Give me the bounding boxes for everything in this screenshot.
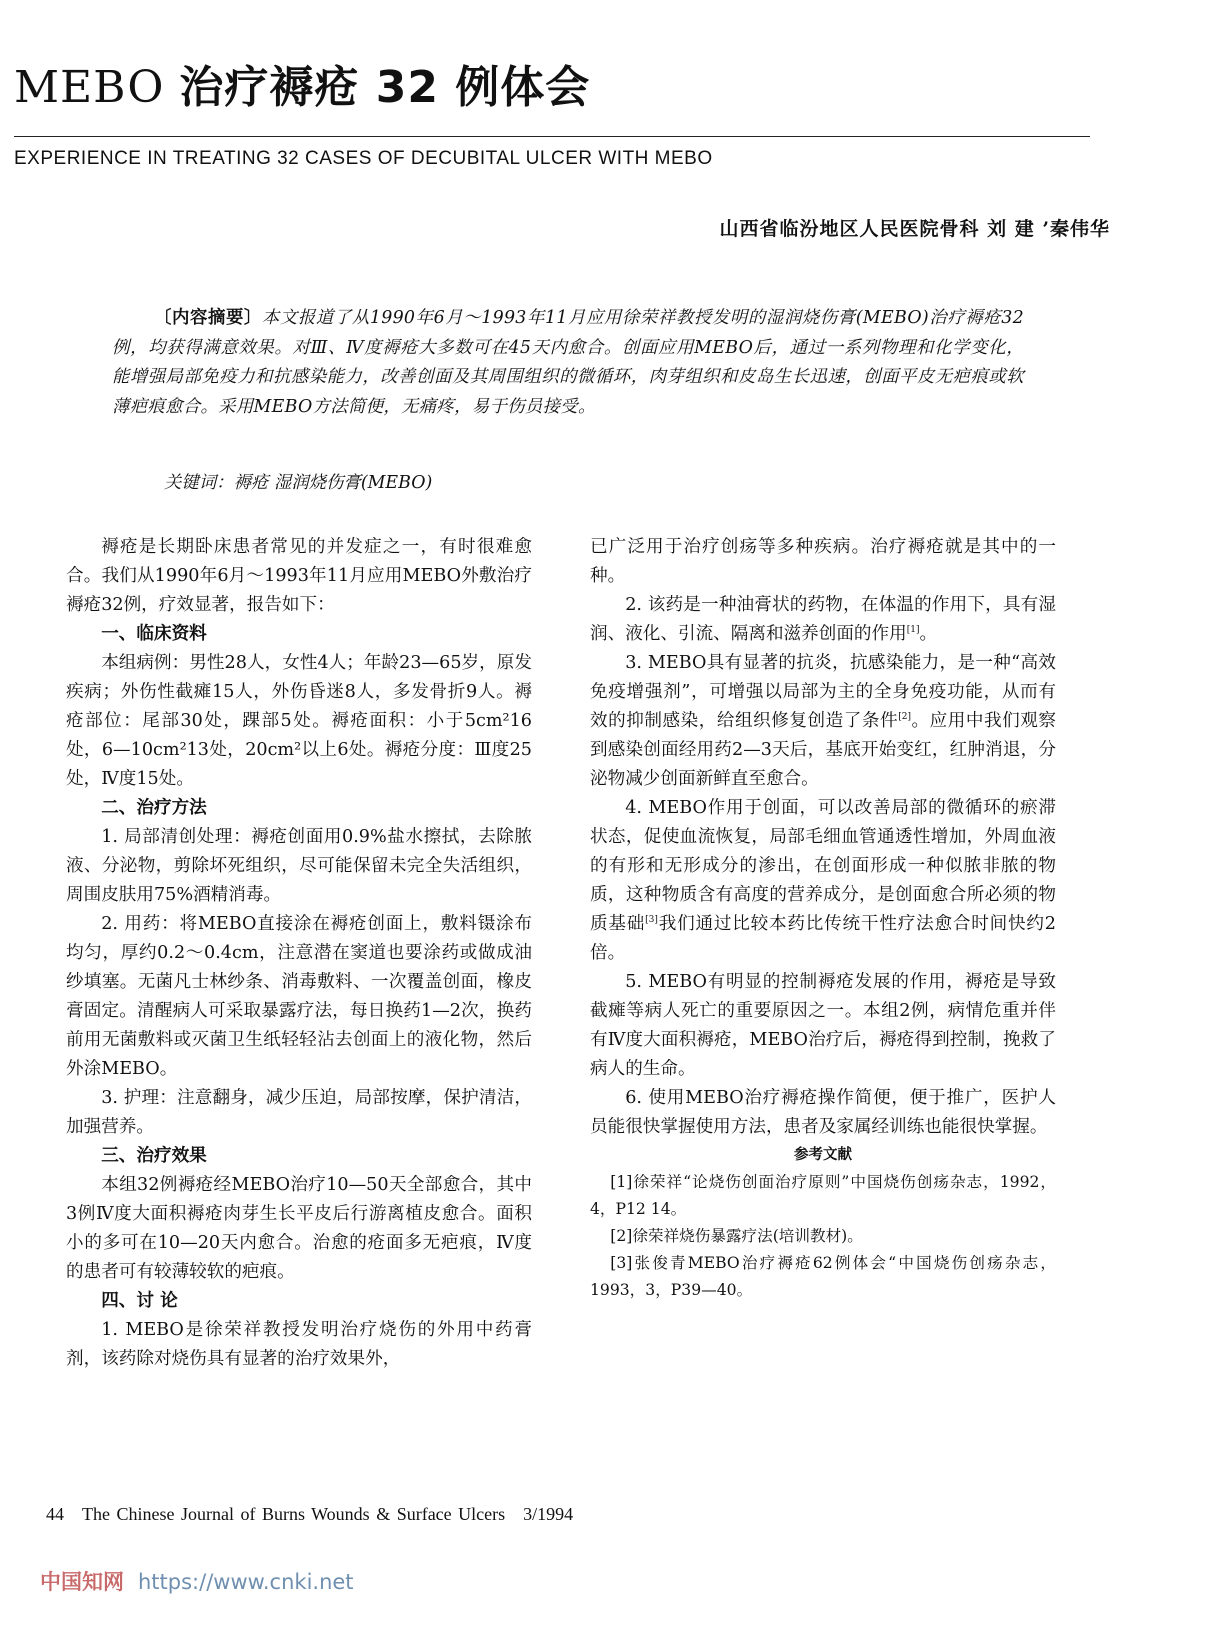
journal-name: The Chinese Journal of Burns Wounds & Surface Ulcers [82, 1504, 506, 1524]
effect-paragraph: 本组32例褥疮经MEBO治疗10—50天全部愈合，其中3例Ⅳ度大面积褥疮肉芽生长平皮后行游离植皮愈合。面积小的多可在10—20天内愈合。治愈的疮面多无疤痕，Ⅳ度的患者可有较薄较软的疤痕。 [66, 1175, 532, 1282]
discussion-2-text: 2. 该药是一种油膏状的药物，在体温的作用下，具有湿润、液化、引流、隔离和滋养创面的作用 [590, 595, 1056, 644]
cnki-logo: 中国知网 [40, 1570, 124, 1594]
section-heading-method: 二、治疗方法 [101, 798, 207, 818]
right-column [590, 533, 1056, 1304]
left-column [66, 533, 532, 1374]
discussion-paragraph-6: 6. 使用MEBO治疗褥疮操作简便，便于推广，医护人员能很快掌握使用方法，患者及家属经训练也能很快掌握。 [590, 1088, 1056, 1137]
page-number: 44 [46, 1504, 64, 1524]
abstract-text: 本文报道了从1990年6月～1993年11月应用徐荣祥教授发明的湿润烧伤膏(MEBO)治疗褥疮32例，均获得满意效果。对Ⅲ、Ⅳ度褥疮大多数可在45天内愈合。创面应用MEBO后，通过一系列物理和化学变化，能增强局部免疫力和抗感染能力，改善创面及其周围组织的微循环，肉芽组织和皮岛生长迅速，创面平皮无疤痕或软薄疤痕愈合。采用MEBO方法简便，无痛疼，易于伤员接受。 [112, 308, 1024, 417]
section-heading-discussion: 四、讨 论 [101, 1291, 178, 1311]
discussion-3-text: 3. MEBO具有显著的抗炎，抗感染能力，是一种“高效免疫增强剂”，可增强以局部为主的全身免疫功能，从而有效的抑制感染，给组织修复创造了条件 [590, 653, 1056, 731]
method-paragraph-2: 2. 用药：将MEBO直接涂在褥疮创面上，敷料镊涂布均匀，厚约0.2～0.4cm，注意潜在窦道也要涂药或做成油纱填塞。无菌凡士林纱条、消毒敷料、一次覆盖创面，橡皮膏固定。清醒病人可采取暴露疗法，每日换药1—2次，换药前用无菌敷料或灭菌卫生纸轻轻沾去创面上的液化物，然后外涂MEBO。 [66, 914, 532, 1079]
discussion-paragraph-1-continued: 已广泛用于治疗创疡等多种疾病。治疗褥疮就是其中的一种。 [590, 537, 1056, 586]
discussion-paragraph-2 [590, 591, 1056, 649]
discussion-paragraph-3 [590, 649, 1056, 794]
discussion-paragraph-5: 5. MEBO有明显的控制褥疮发展的作用，褥疮是导致截瘫等病人死亡的重要原因之一。本组2例，病情危重并伴有Ⅳ度大面积褥疮，MEBO治疗后，褥疮得到控制，挽救了病人的生命。 [590, 972, 1056, 1079]
discussion-3-end: 。应用中我们观察到感染创面经用药2—3天后，基底开始变红，红肿消退，分泌物减少创面新鲜直至愈合。 [590, 711, 1056, 789]
discussion-paragraph-4 [590, 794, 1056, 968]
cnki-url[interactable]: https://www.cnki.net [138, 1570, 354, 1594]
cnki-watermark [40, 1566, 354, 1596]
page-footer [46, 1504, 591, 1525]
discussion-4-text: 4. MEBO作用于创面，可以改善局部的微循环的瘀滞状态，促使血流恢复，局部毛细血管通透性增加，外周血液的有形和无形成分的渗出，在创面形成一种似脓非脓的物质，这种物质含有高度的营养成分，是创面愈合所必须的物质基础 [590, 798, 1056, 934]
discussion-2-end: 。 [919, 624, 938, 644]
citation-3: [3] [645, 915, 658, 926]
author-byline: 山西省临汾地区人民医院骨科 刘 建 ’秦伟华 [719, 218, 1110, 240]
english-title: EXPERIENCE IN TREATING 32 CASES OF DECUBITAL ULCER WITH MEBO [14, 148, 713, 169]
reference-item: [1]徐荣祥“论烧伤创面治疗原则”中国烧伤创疡杂志，1992，4，P12 14。 [590, 1173, 1056, 1218]
method-paragraph-3: 3. 护理：注意翻身，减少压迫，局部按摩，保护清洁，加强营养。 [66, 1088, 532, 1137]
references-heading: 参考文献 [794, 1147, 852, 1163]
section-heading-clinical: 一、临床资料 [101, 624, 207, 644]
reference-item: [3]张俊青MEBO治疗褥疮62例体会“中国烧伤创疡杂志，1993，3，P39—40。 [590, 1254, 1056, 1299]
issue-number: 3/1994 [523, 1504, 574, 1524]
citation-2: [2] [898, 712, 911, 723]
intro-paragraph: 褥疮是长期卧床患者常见的并发症之一，有时很难愈合。我们从1990年6月～1993年11月应用MEBO外敷治疗褥疮32例，疗效显著，报告如下： [66, 537, 532, 615]
clinical-paragraph: 本组病例：男性28人，女性4人；年龄23—65岁，原发疾病；外伤性截瘫15人，外伤昏迷8人，多发骨折9人。褥疮部位：尾部30处，踝部5处。褥疮面积：小于5cm²16处，6—10cm²13处，20cm²以上6处。褥疮分度：Ⅲ度25处，Ⅳ度15处。 [66, 653, 532, 789]
reference-item: [2]徐荣祥烧伤暴露疗法(培训教材)。 [610, 1227, 863, 1245]
discussion-4-end: 我们通过比较本药比传统干性疗法愈合时间快约2倍。 [590, 914, 1056, 963]
discussion-paragraph-1: 1. MEBO是徐荣祥教授发明治疗烧伤的外用中药膏剂，该药除对烧伤具有显著的治疗效果外， [66, 1320, 532, 1369]
keywords: 关键词：褥疮 湿润烧伤膏(MEBO) [164, 473, 433, 493]
section-heading-effect: 三、治疗效果 [101, 1146, 207, 1166]
abstract [112, 304, 1024, 422]
abstract-label: 〔内容摘要〕 [154, 308, 262, 328]
citation-1: [1] [906, 625, 920, 636]
article-title [14, 58, 590, 118]
title-rule [14, 136, 1090, 137]
method-paragraph-1: 1. 局部清创处理：褥疮创面用0.9%盐水擦拭，去除脓液、分泌物，剪除坏死组织，尽可能保留未完全失活组织，周围皮肤用75%酒精消毒。 [66, 827, 532, 905]
title-prefix: MEBO [14, 62, 180, 113]
title-main: 治疗褥疮 32 例体会 [179, 62, 591, 113]
